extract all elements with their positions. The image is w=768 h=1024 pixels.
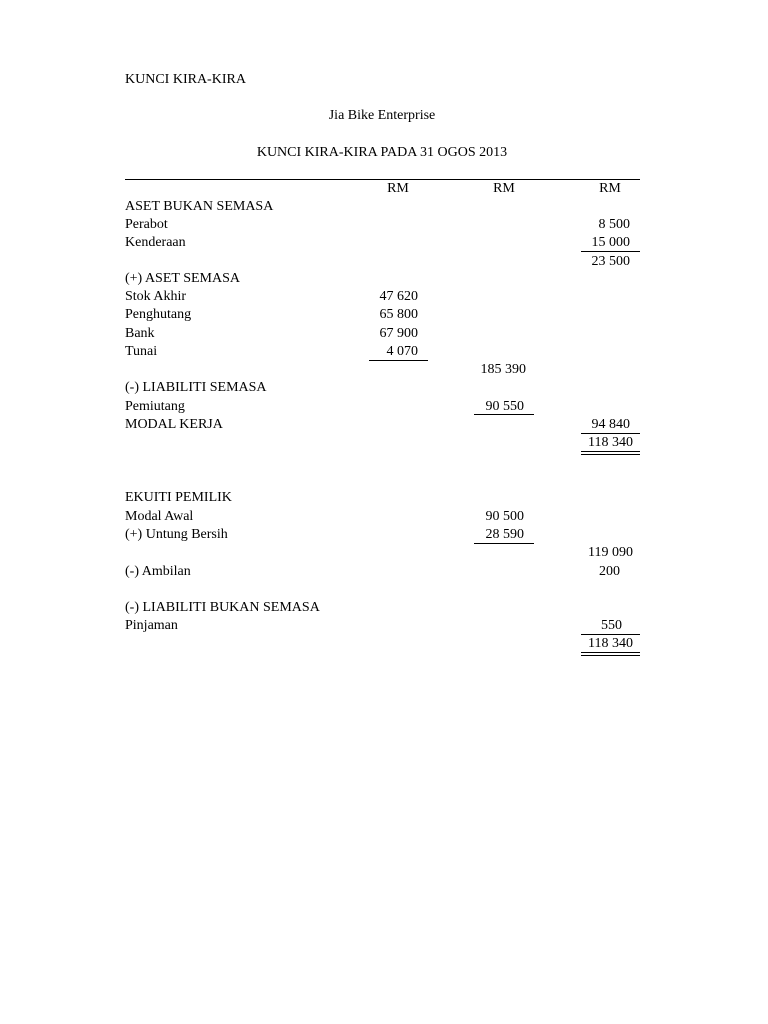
row-amount-tunai: 4 070 xyxy=(386,344,418,359)
double-underline xyxy=(581,451,640,455)
row-amount-pemiutang: 90 550 xyxy=(485,399,524,414)
row-label-modal-awal: Modal Awal xyxy=(125,509,194,524)
row-label-pinjaman: Pinjaman xyxy=(125,618,178,633)
column-header-1: RM xyxy=(387,181,409,196)
row-amount-bank: 67 900 xyxy=(379,326,418,341)
column-header-3: RM xyxy=(599,181,621,196)
row-amount-ambilan: 200 xyxy=(599,564,620,579)
subtotal-rule xyxy=(474,414,534,415)
row-amount-untung-bersih: 28 590 xyxy=(485,527,524,542)
statement-title: KUNCI KIRA-KIRA PADA 31 OGOS 2013 xyxy=(256,145,508,160)
row-label-bank: Bank xyxy=(125,326,155,341)
subtotal-rule xyxy=(369,360,428,361)
section-current-liabilities: (-) LIABILITI SEMASA xyxy=(125,380,267,395)
section-equity: EKUITI PEMILIK xyxy=(125,490,232,505)
section-non-current-assets: ASET BUKAN SEMASA xyxy=(125,199,274,214)
working-capital-amount: 94 840 xyxy=(591,417,630,432)
row-label-tunai: Tunai xyxy=(125,344,158,359)
current-assets-total: 185 390 xyxy=(480,362,526,377)
subtotal-rule xyxy=(474,543,534,544)
total-equity-liabilities: 118 340 xyxy=(588,636,633,651)
row-amount-stok-akhir: 47 620 xyxy=(379,289,418,304)
column-header-2: RM xyxy=(493,181,515,196)
subtotal-rule xyxy=(581,251,640,252)
row-amount-pinjaman: 550 xyxy=(601,618,622,633)
row-amount-penghutang: 65 800 xyxy=(379,307,418,322)
document-heading: KUNCI KIRA-KIRA xyxy=(125,72,246,87)
row-label-perabot: Perabot xyxy=(125,217,168,232)
row-label-stok-akhir: Stok Akhir xyxy=(125,289,187,304)
double-underline xyxy=(581,652,640,656)
non-current-assets-total: 23 500 xyxy=(591,254,630,269)
company-name: Jia Bike Enterprise xyxy=(328,108,436,123)
subtotal-rule xyxy=(581,634,640,635)
row-label-pemiutang: Pemiutang xyxy=(125,399,185,414)
row-label-ambilan: (-) Ambilan xyxy=(125,564,191,579)
row-label-penghutang: Penghutang xyxy=(125,307,192,322)
row-label-modal-kerja: MODAL KERJA xyxy=(125,417,223,432)
row-amount-modal-awal: 90 500 xyxy=(485,509,524,524)
section-current-assets: (+) ASET SEMASA xyxy=(125,271,240,286)
row-amount-kenderaan: 15 000 xyxy=(591,235,630,250)
subtotal-rule xyxy=(581,433,640,434)
total-assets: 118 340 xyxy=(588,435,633,450)
row-label-kenderaan: Kenderaan xyxy=(125,235,186,250)
row-amount-perabot: 8 500 xyxy=(598,217,630,232)
section-non-current-liabilities: (-) LIABILITI BUKAN SEMASA xyxy=(125,600,320,615)
header-rule xyxy=(125,179,640,180)
row-label-untung-bersih: (+) Untung Bersih xyxy=(125,527,228,542)
equity-subtotal: 119 090 xyxy=(588,545,633,560)
